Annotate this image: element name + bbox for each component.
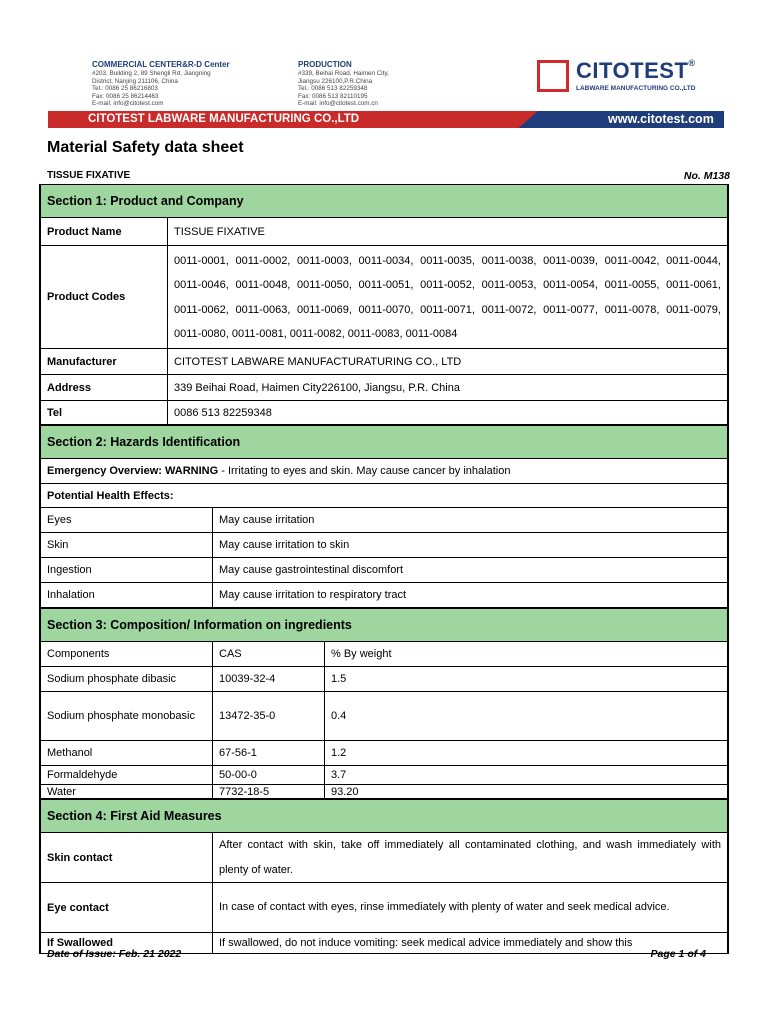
route-label: Ingestion: [41, 558, 213, 583]
row-value: CITOTEST LABWARE MANUFACTURATURING CO., LTD: [168, 349, 728, 375]
table-header-row: [41, 642, 728, 667]
production-block: [298, 60, 468, 108]
route-label: Skin: [41, 533, 213, 558]
table-row: [41, 883, 728, 933]
component-pct: 3.7: [325, 766, 728, 785]
table-row: [41, 692, 728, 741]
route-label: Inhalation: [41, 583, 213, 608]
column-header: CAS: [213, 642, 325, 667]
section-2-title: Section 2: Hazards Identification: [41, 426, 728, 459]
production-line: #339, Beihai Road, Haimen City,: [298, 70, 389, 77]
component-name: Formaldehyde: [41, 766, 213, 785]
row-value: 0086 513 82259348: [168, 401, 728, 425]
table-row: [41, 459, 728, 484]
component-pct: 93.20: [325, 785, 728, 799]
section-1-title: Section 1: Product and Company: [41, 185, 728, 218]
component-name: Sodium phosphate dibasic: [41, 667, 213, 692]
component-cas: 13472-35-0: [213, 692, 325, 741]
effect-value: May cause gastrointestinal discomfort: [213, 558, 728, 583]
first-aid-text: If swallowed, do not induce vomiting: seek medical advice immediately and show this: [213, 933, 728, 954]
section-1-table: [40, 184, 728, 425]
section-header: [41, 800, 728, 833]
table-row: [41, 583, 728, 608]
table-row: [41, 218, 728, 246]
table-row: [41, 401, 728, 425]
commercial-line: District, Nanjing 211106, China: [92, 77, 178, 85]
component-name: Sodium phosphate monobasic: [41, 692, 213, 741]
section-3-table: [40, 608, 728, 799]
component-cas: 50-00-0: [213, 766, 325, 785]
document-number: No. M138: [683, 170, 730, 182]
table-row: [41, 533, 728, 558]
header-bar: [48, 111, 724, 128]
section-4-title: Section 4: First Aid Measures: [41, 800, 728, 833]
column-header: Components: [41, 642, 213, 667]
row-label: Tel: [41, 401, 168, 425]
effect-value: May cause irritation to respiratory tract: [213, 583, 728, 608]
section-header: [41, 426, 728, 459]
logo-name: CITOTEST®: [576, 57, 696, 83]
row-value: 339 Beihai Road, Haimen City226100, Jiangsu, P.R. China: [168, 375, 728, 401]
table-row: [41, 558, 728, 583]
component-cas: 7732-18-5: [213, 785, 325, 799]
product-heading: TISSUE FIXATIVE: [47, 170, 131, 181]
production-line: E-mail: info@citotest.com.cn: [298, 100, 378, 108]
commercial-line: #203, Building 2, 89 Shengli Rd, Jiangning: [92, 70, 211, 77]
first-aid-text: After contact with skin, take off immediately all contaminated clothing, and wash immediately with plenty of water.: [213, 833, 728, 883]
row-label: Product Name: [41, 218, 168, 246]
section-2-table: [40, 425, 728, 608]
first-aid-label: If Swallowed: [41, 933, 213, 954]
row-label: Address: [41, 375, 168, 401]
logo-subtitle: LABWARE MANUFACTURING CO.,LTD: [576, 85, 696, 92]
section-3-title: Section 3: Composition/ Information on ingredients: [41, 609, 728, 642]
table-row: [41, 741, 728, 766]
row-label: Product Codes: [41, 246, 168, 349]
commercial-center-title: COMMERCIAL CENTER&R-D Center: [92, 60, 230, 69]
issue-date: Date of Issue: Feb. 21 2022: [47, 948, 182, 960]
first-aid-text: In case of contact with eyes, rinse immediately with plenty of water and seek medical advice.: [213, 883, 728, 933]
row-label: Manufacturer: [41, 349, 168, 375]
component-pct: 1.5: [325, 667, 728, 692]
table-row: [41, 785, 728, 799]
component-name: Water: [41, 785, 213, 799]
commercial-line: Tel.: 0086 25 86216803: [92, 85, 158, 93]
letterhead: [0, 0, 768, 135]
table-row: [41, 766, 728, 785]
commercial-center-block: [92, 60, 282, 108]
table-row: [41, 833, 728, 883]
first-aid-label: Skin contact: [41, 833, 213, 883]
section-header: [41, 609, 728, 642]
effect-value: May cause irritation to skin: [213, 533, 728, 558]
table-row: [41, 667, 728, 692]
first-aid-label: Eye contact: [41, 883, 213, 933]
component-cas: 67-56-1: [213, 741, 325, 766]
logo-mark-icon: [537, 60, 569, 92]
production-line: Fax: 0086 513 82110195: [298, 92, 368, 100]
production-title: PRODUCTION: [298, 60, 352, 69]
commercial-line: E-mail: info@citotest.com: [92, 100, 164, 108]
page-title: Material Safety data sheet: [47, 139, 244, 156]
potential-effects-heading: Potential Health Effects:: [41, 484, 728, 508]
component-pct: 1.2: [325, 741, 728, 766]
route-label: Eyes: [41, 508, 213, 533]
header-bar-company: CITOTEST LABWARE MANUFACTURING CO.,LTD: [88, 113, 360, 125]
table-row: [41, 349, 728, 375]
commercial-line: Fax: 0086 25 86214463: [92, 92, 159, 100]
page-number: Page 1 of 4: [650, 948, 706, 960]
column-header: % By weight: [325, 642, 728, 667]
section-4-table: [40, 799, 728, 954]
component-name: Methanol: [41, 741, 213, 766]
production-line: Jiangsu 226100,P.R.China: [298, 77, 373, 85]
component-cas: 10039-32-4: [213, 667, 325, 692]
row-value: TISSUE FIXATIVE: [168, 218, 728, 246]
emergency-overview: Emergency Overview: WARNING - Irritating to eyes and skin. May cause cancer by inhalation: [41, 459, 728, 484]
effect-value: May cause irritation: [213, 508, 728, 533]
table-row: [41, 508, 728, 533]
component-pct: 0.4: [325, 692, 728, 741]
table-row: [41, 484, 728, 508]
section-header: [41, 185, 728, 218]
product-codes: 0011-0001, 0011-0002, 0011-0003, 0011-0034, 0011-0035, 0011-0038, 0011-0039, 0011-0042, 0011-0044, 0011-0046, 0011-0048, 0011-0050, 0011-0051, 0011-0052, 0011-0053, 0011-0054, 0011-0055, 0011-0061, 0011-0062, 0011-0063, 0011-0069, 0011-0070, 0011-0071, 0011-0072, 0011-0077, 0011-0078, 0011-0079, 0011-0080, 0011-0081, 0011-0082, 0011-0083, 0011-0084: [168, 246, 728, 349]
table-row: [41, 246, 728, 349]
production-line: Tel.: 0086 513 82259348: [298, 85, 368, 93]
header-bar-website[interactable]: www.citotest.com: [608, 112, 714, 126]
msds-sheet: [39, 184, 729, 954]
table-row: [41, 375, 728, 401]
